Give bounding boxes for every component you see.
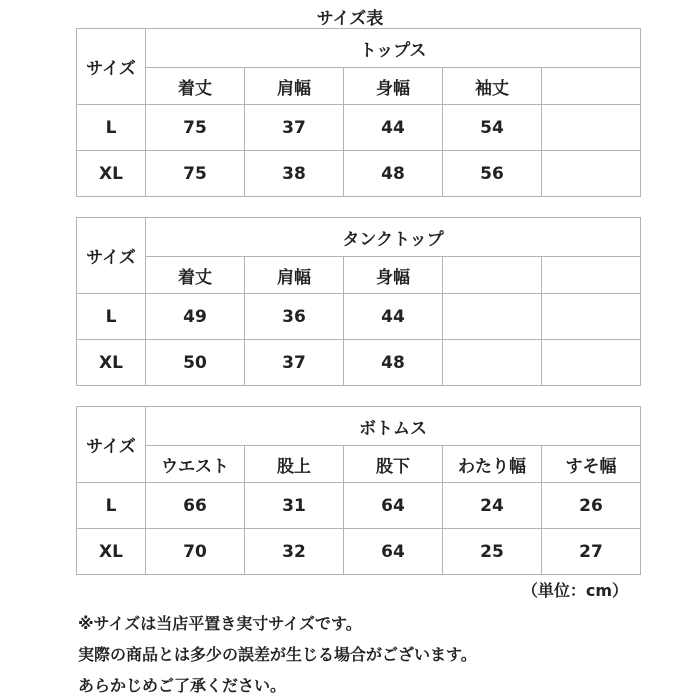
column-header: 肩幅 — [245, 68, 344, 105]
column-header: ウエスト — [146, 446, 245, 483]
table-cell: 36 — [245, 294, 344, 340]
bottoms-heading: ボトムス — [146, 407, 641, 446]
page-title: サイズ表 — [316, 9, 384, 29]
table-cell: 31 — [245, 483, 344, 529]
table-cell: 25 — [443, 529, 542, 575]
column-header: 股下 — [344, 446, 443, 483]
table-cell: 64 — [344, 483, 443, 529]
table-cell: 27 — [542, 529, 641, 575]
size-header: サイズ — [77, 218, 146, 294]
table-row — [77, 257, 641, 294]
table-row — [77, 105, 641, 151]
tops-size-table — [76, 28, 641, 197]
size-label: L — [77, 294, 146, 340]
unit-note: （単位：cm） — [521, 581, 628, 600]
table-cell: 56 — [443, 151, 542, 197]
table-cell: 24 — [443, 483, 542, 529]
table-cell — [542, 151, 641, 197]
column-header: 身幅 — [344, 68, 443, 105]
table-cell: 75 — [146, 105, 245, 151]
table-row — [77, 483, 641, 529]
table-cell: 66 — [146, 483, 245, 529]
tanktop-heading: タンクトップ — [146, 218, 641, 257]
table-cell: 37 — [245, 105, 344, 151]
size-header: サイズ — [77, 407, 146, 483]
table-cell: 44 — [344, 294, 443, 340]
table-cell — [443, 340, 542, 386]
table-row — [77, 218, 641, 257]
size-label: L — [77, 483, 146, 529]
size-label: XL — [77, 151, 146, 197]
table-row — [77, 68, 641, 105]
table-cell: 75 — [146, 151, 245, 197]
table-cell: 64 — [344, 529, 443, 575]
size-label: XL — [77, 529, 146, 575]
table-row — [77, 151, 641, 197]
bottoms-size-table — [76, 406, 641, 575]
table-cell: 32 — [245, 529, 344, 575]
table-cell: 38 — [245, 151, 344, 197]
size-label: L — [77, 105, 146, 151]
tops-heading: トップス — [146, 29, 641, 68]
table-cell: 54 — [443, 105, 542, 151]
table-row — [77, 446, 641, 483]
column-header — [542, 68, 641, 105]
table-cell — [542, 340, 641, 386]
size-header: サイズ — [77, 29, 146, 105]
column-header — [443, 257, 542, 294]
table-row — [77, 294, 641, 340]
table-row — [77, 340, 641, 386]
column-header: 袖丈 — [443, 68, 542, 105]
column-header: 股上 — [245, 446, 344, 483]
column-header: わたり幅 — [443, 446, 542, 483]
table-row — [77, 29, 641, 68]
table-cell — [443, 294, 542, 340]
column-header: すそ幅 — [542, 446, 641, 483]
table-cell: 49 — [146, 294, 245, 340]
column-header: 着丈 — [146, 68, 245, 105]
table-cell: 44 — [344, 105, 443, 151]
note-line: ※サイズは当店平置き実寸サイズです。 — [78, 614, 362, 633]
table-cell: 26 — [542, 483, 641, 529]
table-cell: 70 — [146, 529, 245, 575]
table-cell — [542, 105, 641, 151]
table-cell: 48 — [344, 340, 443, 386]
table-cell: 50 — [146, 340, 245, 386]
table-row — [77, 407, 641, 446]
column-header: 身幅 — [344, 257, 443, 294]
column-header: 肩幅 — [245, 257, 344, 294]
table-cell: 48 — [344, 151, 443, 197]
tanktop-size-table — [76, 217, 641, 386]
column-header — [542, 257, 641, 294]
column-header: 着丈 — [146, 257, 245, 294]
table-row — [77, 529, 641, 575]
size-label: XL — [77, 340, 146, 386]
note-line: 実際の商品とは多少の誤差が生じる場合がございます。 — [78, 645, 477, 664]
table-cell: 37 — [245, 340, 344, 386]
table-cell — [542, 294, 641, 340]
note-line: あらかじめご了承ください。 — [78, 676, 287, 695]
